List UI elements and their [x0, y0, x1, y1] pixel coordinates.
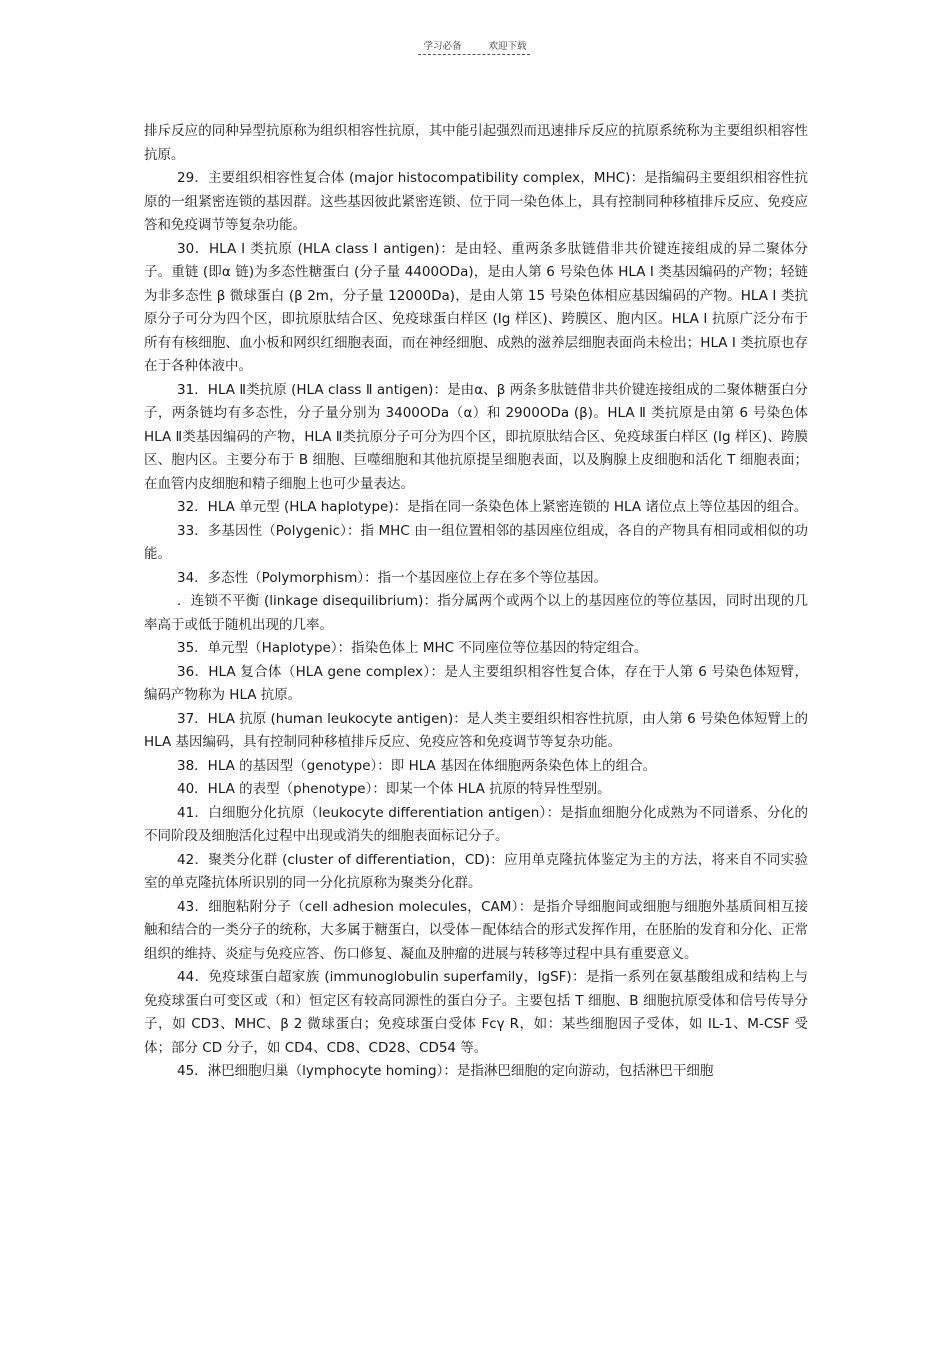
- paragraph: 41．白细胞分化抗原（leukocyte differentiation antigen）：是指血细胞分化成熟为不同谱系、分化的不同阶段及细胞活化过程中出现或消失的细胞表面标记分子。: [144, 804, 808, 844]
- paragraph: 40．HLA 的表型（phenotype）：即某一个体 HLA 抗原的特异性型别。: [177, 781, 611, 797]
- header-right-text: 欢迎下载: [488, 41, 527, 52]
- paragraph: 34．多态性（Polymorphism）：指一个基因座位上存在多个等位基因。: [177, 569, 608, 586]
- header-left-text: 学习必备: [423, 41, 462, 52]
- paragraph: 33．多基因性（Polygenic）：指 MHC 由一组位置相邻的基因座位组成，各自的产物具有相同或相似的功能。: [144, 522, 808, 562]
- paragraph: 30．HLA I 类抗原 (HLA class Ⅰ antigen)：是由轻、重两条多肽链借非共价键连接组成的异二聚体分子。重链 (即α 链)为多态性糖蛋白 (分子量 4400ODa)，是由人第 6 号染色体 HLA I 类基因编码的产物；轻链为非多态性 β 微球蛋白 (β 2m，分子量 12000Da)，是由人第 15 号染色体相应基因编码的产物。HLA I 类抗原分子可分为四个区，即抗原肽结合区、免疫球蛋白样区 (Ig 样区)、跨膜区、胞内区。HLA I 抗原广泛分布于所有有核细胞、血小板和网织红细胞表面，而在神经细胞、成熟的滋养层细胞表面尚未检出；HLA I 类抗原也存在于各种体液中。: [144, 240, 808, 374]
- paragraph: 43．细胞粘附分子（cell adhesion molecules，CAM）：是指介导细胞间或细胞与细胞外基质间相互接触和结合的一类分子的统称，大多属于糖蛋白，以受体－配体结合的形式发挥作用，在胚胎的发育和分化、正常组织的维持、炎症与免疫应答、伤口修复、凝血及肿瘤的进展与转移等过程中具有重要意义。: [144, 898, 808, 962]
- paragraph: 32．HLA 单元型 (HLA haplotype)：是指在同一条染色体上紧密连锁的 HLA 诸位点上等位基因的组合。: [177, 499, 808, 515]
- paragraph: 31．HLA Ⅱ类抗原 (HLA class Ⅱ antigen)：是由α、β 两条多肽链借非共价键连接组成的二聚体糖蛋白分子，两条链均有多态性，分子量分别为 3400ODa（α）和 2900ODa (β)。HLA Ⅱ 类抗原是由第 6 号染色体 HLA Ⅱ类基因编码的产物，HLA Ⅱ类抗原分子可分为四个区，即抗原肽结合区、免疫球蛋白样区 (Ig 样区)、跨膜区、胞内区。主要分布于 B 细胞、巨噬细胞和其他抗原提呈细胞表面，以及胸腺上皮细胞和活化 T 细胞表面；在血管内皮细胞和精子细胞上也可少量表达。: [144, 381, 808, 492]
- paragraph: 排斥反应的同种异型抗原称为组织相容性抗原，其中能引起强烈而迅速排斥反应的抗原系统称为主要组织相容性抗原。: [144, 123, 808, 163]
- paragraph: 35．单元型（Haplotype）：指染色体上 MHC 不同座位等位基因的特定组合。: [177, 640, 648, 656]
- paragraph: 36．HLA 复合体（HLA gene complex）：是人主要组织相容性复合体，存在于人第 6 号染色体短臂，编码产物称为 HLA 抗原。: [144, 663, 808, 703]
- paragraph: 29．主要组织相容性复合体 (major histocompatibility complex，MHC)：是指编码主要组织相容性抗原的一组紧密连锁的基因群。这些基因彼此紧密连锁、位于同一染色体上，具有控制同种移植排斥反应、免疫应答和免疫调节等复杂功能。: [144, 170, 808, 233]
- paragraph: 45．淋巴细胞归巢（lymphocyte homing）：是指淋巴细胞的定向游动，包括淋巴干细胞: [177, 1063, 714, 1079]
- page-header: [0, 38, 950, 52]
- document-body: [144, 120, 808, 1084]
- paragraph: 37．HLA 抗原 (human leukocyte antigen)：是人类主要组织相容性抗原，由人第 6 号染色体短臂上的 HLA 基因编码，具有控制同种移植排斥反应、免疫应答和免疫调节等复杂功能。: [144, 710, 808, 750]
- header-divider: [418, 54, 530, 55]
- paragraph: 42．聚类分化群 (cluster of differentiation，CD)：应用单克隆抗体鉴定为主的方法，将来自不同实验室的单克隆抗体所识别的同一分化抗原称为聚类分化群。: [144, 851, 808, 891]
- paragraph: 38．HLA 的基因型（genotype）：即 HLA 基因在体细胞两条染色体上的组合。: [177, 757, 657, 774]
- paragraph: 44．免疫球蛋白超家族 (immunoglobulin superfamily，IgSF)：是指一系列在氨基酸组成和结构上与免疫球蛋白可变区或（和）恒定区有较高同源性的蛋白分子。主要包括 T 细胞、B 细胞抗原受体和信号传导分子，如 CD3、MHC、β 2 微球蛋白；免疫球蛋白受体 Fcγ R，如：某些细胞因子受体，如 IL-1、M-CSF 受体；部分 CD 分子，如 CD4、CD8、CD28、CD54 等。: [144, 969, 808, 1056]
- paragraph: ．连锁不平衡 (linkage disequilibrium)：指分属两个或两个以上的基因座位的等位基因，同时出现的几率高于或低于随机出现的几率。: [144, 593, 808, 633]
